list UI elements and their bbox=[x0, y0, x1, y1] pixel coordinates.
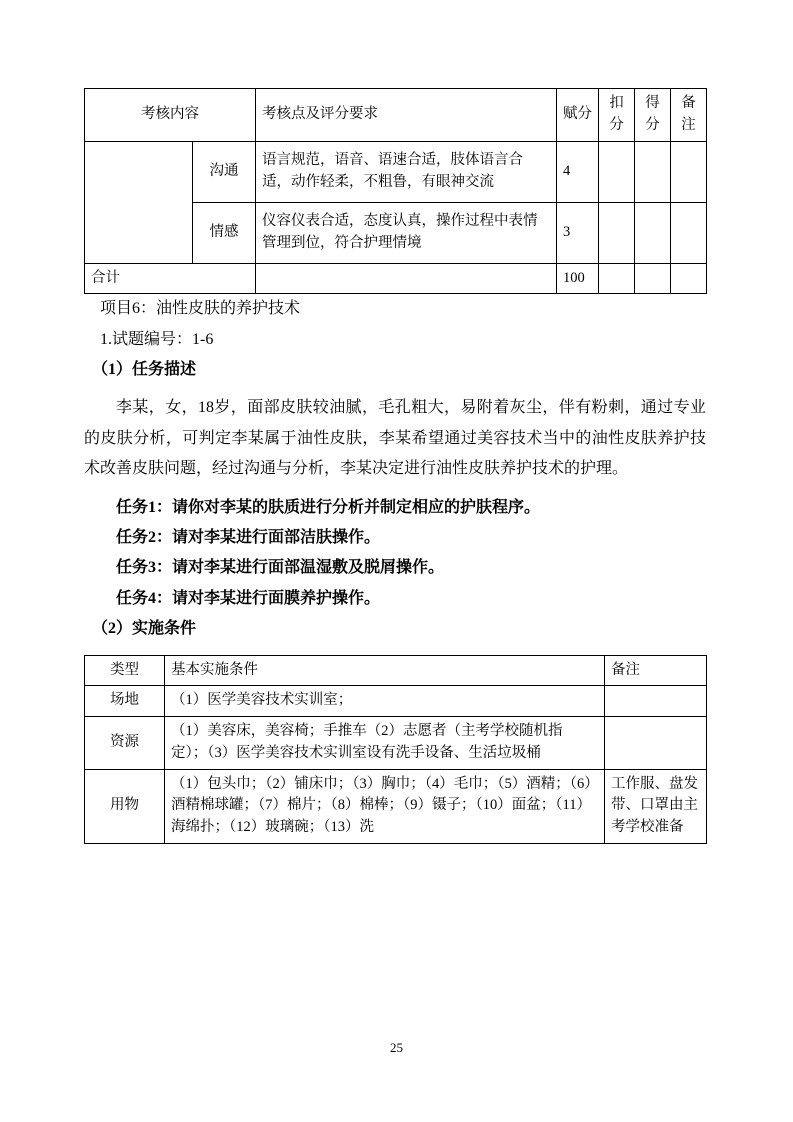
conditions-table bbox=[84, 655, 707, 844]
row-deduct bbox=[599, 141, 635, 202]
row-item: 情感 bbox=[193, 202, 256, 263]
row-item: 沟通 bbox=[193, 141, 256, 202]
header-content: 考核内容 bbox=[85, 89, 256, 142]
total-deduct bbox=[599, 263, 635, 294]
row-remark bbox=[605, 717, 707, 770]
header-basic: 基本实施条件 bbox=[165, 655, 605, 686]
table-total-row bbox=[85, 263, 707, 294]
row-gained bbox=[635, 141, 671, 202]
table-header-row bbox=[85, 89, 707, 142]
row-remark bbox=[671, 202, 707, 263]
table-row bbox=[85, 141, 707, 202]
task-item-1: 任务1：请你对李某的肤质进行分析并制定相应的护肤程序。 bbox=[116, 498, 541, 516]
task-item-3: 任务3：请对李某进行面部温湿敷及脱屑操作。 bbox=[116, 559, 445, 577]
row-remark bbox=[671, 141, 707, 202]
row-score: 4 bbox=[557, 141, 599, 202]
table-row bbox=[85, 769, 707, 843]
question-number: 1.试题编号：1-6 bbox=[100, 330, 214, 348]
total-gained bbox=[635, 263, 671, 294]
row-basic: （1）包头巾；（2）铺床巾；（3）胸巾；（4）毛巾；（5）酒精；（6）酒精棉球罐；（7）棉片；（8）棉棒；（9）镊子；（10）面盆；（11）海绵扑；（12）玻璃碗；（13）洗 bbox=[165, 769, 605, 843]
page-number: 25 bbox=[390, 1040, 403, 1055]
row-criteria: 语言规范，语音、语速合适，肢体语言合适，动作轻柔，不粗鲁，有眼神交流 bbox=[256, 141, 557, 202]
header-remark: 备注 bbox=[671, 89, 707, 142]
header-remark: 备注 bbox=[605, 655, 707, 686]
task-item-4: 任务4：请对李某进行面膜养护操作。 bbox=[116, 589, 381, 607]
total-criteria bbox=[256, 263, 557, 294]
row-category bbox=[85, 141, 193, 263]
row-type: 场地 bbox=[85, 686, 165, 717]
header-deduct: 扣分 bbox=[599, 89, 635, 142]
total-remark bbox=[671, 263, 707, 294]
row-remark bbox=[605, 686, 707, 717]
row-basic: （1）美容床，美容椅；手推车（2）志愿者（主考学校随机指定）；（3）医学美容技术实训室设有洗手设备、生活垃圾桶 bbox=[165, 717, 605, 770]
task-item-2: 任务2：请对李某进行面部洁肤操作。 bbox=[116, 528, 381, 546]
row-score: 3 bbox=[557, 202, 599, 263]
row-basic: （1）医学美容技术实训室； bbox=[165, 686, 605, 717]
header-gained: 得分 bbox=[635, 89, 671, 142]
table-row bbox=[85, 686, 707, 717]
row-criteria: 仪容仪表合适，态度认真，操作过程中表情管理到位，符合护理情境 bbox=[256, 202, 557, 263]
total-label: 合计 bbox=[85, 263, 256, 294]
table-header-row bbox=[85, 655, 707, 686]
project-title: 项目6：油性皮肤的养护技术 bbox=[100, 300, 301, 318]
table-row bbox=[85, 717, 707, 770]
row-remark: 工作服、盘发带、口罩由主考学校准备 bbox=[605, 769, 707, 843]
row-type: 资源 bbox=[85, 717, 165, 770]
total-score: 100 bbox=[557, 263, 599, 294]
header-score: 赋分 bbox=[557, 89, 599, 142]
score-table bbox=[84, 88, 707, 294]
task-description-paragraph: 李某，女，18岁，面部皮肤较油腻，毛孔粗大，易附着灰尘，伴有粉刺，通过专业的皮肤分析，可判定李某属于油性皮肤，李某希望通过美容技术当中的油性皮肤养护技术改善皮肤问题，经过沟通与分析，李某决定进行油性皮肤养护技术的护理。 bbox=[84, 399, 706, 478]
row-gained bbox=[635, 202, 671, 263]
row-type: 用物 bbox=[85, 769, 165, 843]
conditions-title: （2）实施条件 bbox=[92, 620, 197, 638]
task-description-title: （1）任务描述 bbox=[92, 361, 197, 379]
page-content bbox=[84, 88, 706, 844]
row-deduct bbox=[599, 202, 635, 263]
header-type: 类型 bbox=[85, 655, 165, 686]
header-criteria: 考核点及评分要求 bbox=[256, 89, 557, 142]
